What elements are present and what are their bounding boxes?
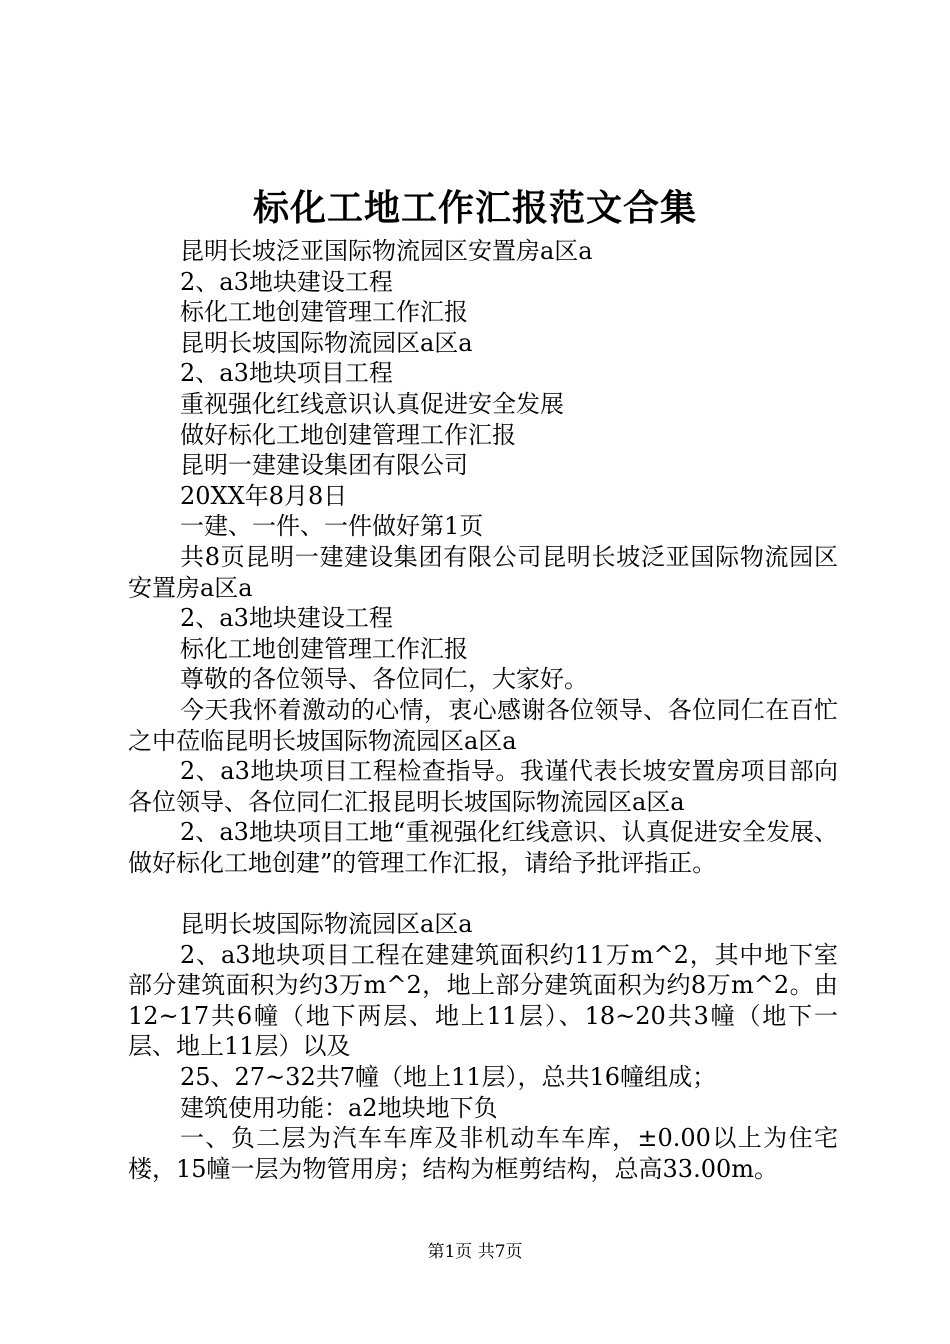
paragraph: 2、a3地块项目工程 xyxy=(180,359,393,388)
paragraph: 昆明长坡国际物流园区a区a xyxy=(180,910,473,939)
document-title: 标化工地工作汇报范文合集 xyxy=(252,187,697,229)
paragraph: 做好标化工地创建管理工作汇报 xyxy=(180,420,516,449)
paragraph: 标化工地创建管理工作汇报 xyxy=(180,298,468,327)
paragraph: 2、a3地块建设工程 xyxy=(180,267,393,296)
page-footer: 第1页 共7页 xyxy=(427,1242,523,1262)
paragraph: 重视强化红线意识认真促进安全发展 xyxy=(180,389,564,418)
paragraph: 建筑使用功能：a2地块地下负 xyxy=(180,1093,498,1122)
document-body xyxy=(128,236,838,1184)
paragraph: 2、a3地块项目工程检查指导。我谨代表长坡安置房项目部向各位领导、各位同仁汇报昆明长坡国际物流园区a区a xyxy=(128,757,838,816)
paragraph: 一、负二层为汽车车库及非机动车车库，±0.00以上为住宅楼，15幢一层为物管用房；结构为框剪结构，总高33.00m。 xyxy=(128,1124,838,1183)
paragraph: 尊敬的各位领导、各位同仁，大家好。 xyxy=(180,665,588,694)
paragraph: 2、a3地块项目工程在建建筑面积约11万m^2，其中地下室部分建筑面积为约3万m^2，地上部分建筑面积为约8万m^2。由12~17共6幢（地下两层、地上11层）、18~20共3幢（地下一层、地上11层）以及 xyxy=(128,940,838,1061)
paragraph: 昆明长坡国际物流园区a区a xyxy=(180,328,473,357)
paragraph: 2、a3地块项目工地“重视强化红线意识、认真促进安全发展、做好标化工地创建”的管理工作汇报，请给予批评指正。 xyxy=(128,818,838,877)
paragraph: 一建、一件、一件做好第1页 xyxy=(180,512,484,541)
blank-line xyxy=(128,878,838,909)
paragraph: 20XX年8月8日 xyxy=(180,481,348,510)
paragraph: 25、27~32共7幢（地上11层），总共16幢组成； xyxy=(180,1063,717,1092)
paragraph: 标化工地创建管理工作汇报 xyxy=(180,634,468,663)
paragraph: 今天我怀着激动的心情，衷心感谢各位领导、各位同仁在百忙之中莅临昆明长坡国际物流园区a区a xyxy=(128,695,838,755)
paragraph: 昆明一建建设集团有限公司 xyxy=(180,451,468,480)
paragraph: 2、a3地块建设工程 xyxy=(180,604,393,633)
paragraph: 共8页昆明一建建设集团有限公司昆明长坡泛亚国际物流园区安置房a区a xyxy=(128,542,838,602)
paragraph: 昆明长坡泛亚国际物流园区安置房a区a xyxy=(180,237,593,265)
